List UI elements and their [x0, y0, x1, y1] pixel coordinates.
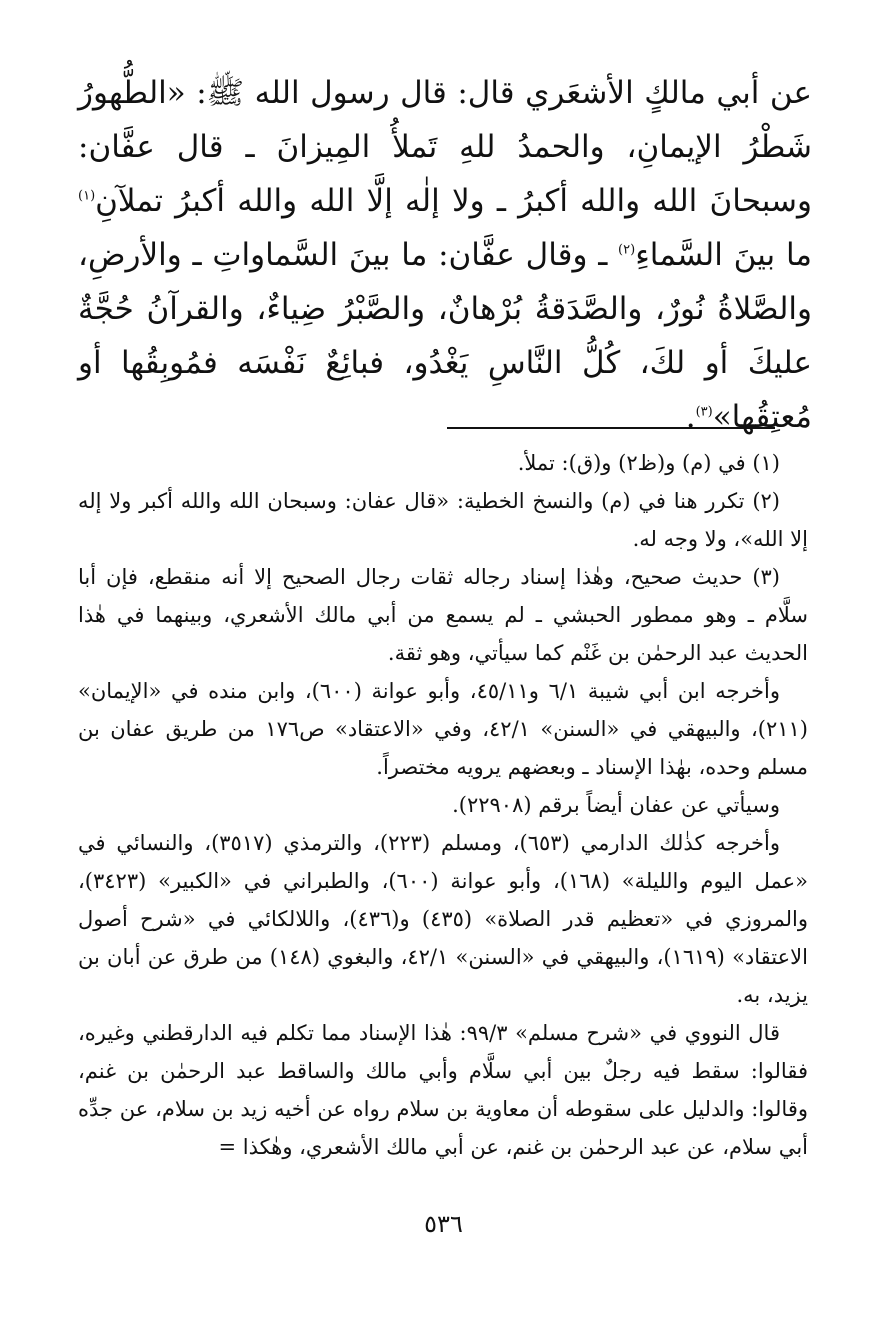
page-number: ٥٣٦	[424, 1210, 463, 1238]
footnote-1: (١) في (م) و(ظ٢) و(ق): تملأ.	[517, 451, 780, 475]
hadith-text	[78, 66, 812, 444]
footnotes-section	[78, 444, 808, 1166]
footnote-2: (٢) تكرر هنا في (م) والنسخ الخطية: «قال عفان: وسبحان الله والله أكبر ولا إله إلا الله»، ولا وجه له.	[78, 489, 808, 551]
footnote-marker-3[interactable]: (٣)	[695, 404, 713, 420]
hadith-text-part-2: ما بينَ السَّماءِ	[635, 237, 812, 273]
hadith-text-part-3: ـ وقال عفَّان: ما بينَ السَّماواتِ ـ والأرضِ، والصَّلاةُ نُورٌ، والصَّدَقةُ بُرْهانٌ، والصَّبْرُ ضِياءٌ، والقرآنُ حُجَّةٌ عليكَ أو لكَ، كُلُّ النَّاسِ يَغْدُو، فبائِعٌ نَفْسَه فمُوبِقُها أو مُعتِقُها»	[78, 237, 812, 435]
footnote-marker-2[interactable]: (٢)	[618, 242, 636, 258]
footnote-divider	[447, 427, 775, 429]
hadith-text-end: .	[685, 399, 696, 435]
footnote-3-paragraph-5: قال النووي في «شرح مسلم» ٩٩/٣: هٰذا الإسناد مما تكلم فيه الدارقطني وغيره، فقالوا: سقط فيه رجلٌ بين أبي سلَّام وأبي مالك والساقط عبد الرحمٰن بن غنم، وقالوا: والدليل على سقوطه أن معاوية بن سلام رواه عن أخيه زيد بن سلام، عن جدِّه أبي سلام، عن عبد الرحمٰن بن غنم، عن أبي مالك الأشعري، وهٰكذا =	[78, 1021, 808, 1159]
hadith-text-part-1: عن أبي مالكٍ الأشعَري قال: قال رسول الله ﷺ: «الطُّهورُ شَطْرُ الإيمانِ، والحمدُ للهِ تَملأُ المِيزانَ ـ قال عفَّان: وسبحانَ الله والله أكبرُ ـ ولا إلٰه إلَّا الله والله أكبرُ تملآنِ	[78, 75, 812, 219]
footnote-3-paragraph-4: وأخرجه كذٰلك الدارمي (٦٥٣)، ومسلم (٢٢٣)، والترمذي (٣٥١٧)، والنسائي في «عمل اليوم والليلة» (١٦٨)، وأبو عوانة (٦٠٠)، والطبراني في «الكبير» (٣٤٢٣)، والمروزي في «تعظيم قدر الصلاة» (٤٣٥) و(٤٣٦)، واللالكائي في «شرح أصول الاعتقاد» (١٦١٩)، والبيهقي في «السنن» ٤٢/١، والبغوي (١٤٨) من طرق عن أبان بن يزيد، به.	[78, 831, 809, 1007]
hadith-paragraph	[78, 66, 812, 444]
footnote-marker-1[interactable]: (١)	[78, 188, 96, 204]
footnote-3-paragraph-2: وأخرجه ابن أبي شيبة ٦/١ و٤٥/١١، وأبو عوانة (٦٠٠)، وابن منده في «الإيمان» (٢١١)، والبيهقي في «السنن» ٤٢/١، وفي «الاعتقاد» ص١٧٦ من طريق عفان بن مسلم وحده، بهٰذا الإسناد ـ وبعضهم يرويه مختصراً.	[78, 679, 808, 779]
footnote-3-paragraph-1: (٣) حديث صحيح، وهٰذا إسناد رجاله ثقات رجال الصحيح إلا أنه منقطع، فإن أبا سلَّام ـ وهو ممطور الحبشي ـ لم يسمع من أبي مالك الأشعري، وبينهما في هٰذا الحديث عبد الرحمٰن بن غَنْم كما سيأتي، وهو ثقة.	[78, 565, 808, 665]
footnote-3-paragraph-3: وسيأتي عن عفان أيضاً برقم (٢٢٩٠٨).	[452, 793, 780, 817]
